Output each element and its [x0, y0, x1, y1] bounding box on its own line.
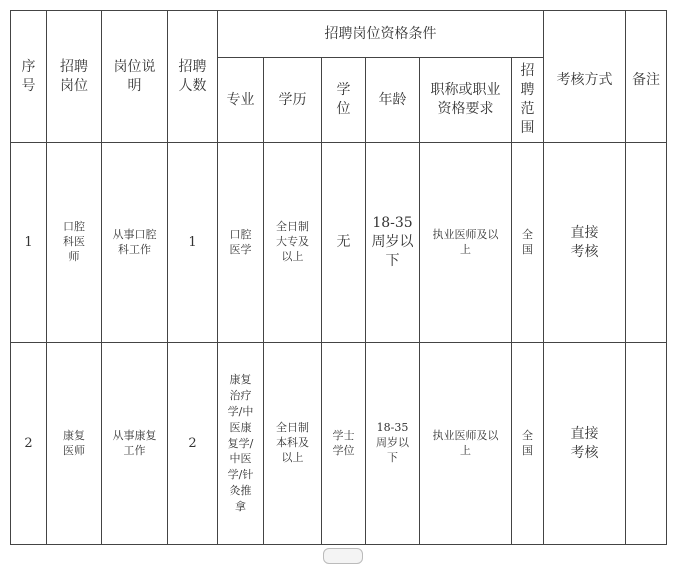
recruitment-table — [10, 10, 667, 545]
header-title-req: 职称或职业资格要求 — [420, 58, 512, 143]
cell-assessment: 直接考核 — [544, 143, 626, 343]
cell-major: 康复治疗学/中医康复学/中医学/针灸推拿 — [218, 343, 264, 545]
cell-title-req: 执业医师及以上 — [420, 343, 512, 545]
cell-major: 口腔医学 — [218, 143, 264, 343]
cell-education: 全日制本科及以上 — [264, 343, 322, 545]
header-age: 年龄 — [366, 58, 420, 143]
cell-desc: 从事康复工作 — [102, 343, 168, 545]
header-education: 学历 — [264, 58, 322, 143]
header-major: 专业 — [218, 58, 264, 143]
table-row — [11, 343, 667, 545]
cell-age: 18-35周岁以下 — [366, 143, 420, 343]
cell-scope: 全国 — [512, 143, 544, 343]
header-conditions: 招聘岗位资格条件 — [218, 11, 544, 58]
header-desc: 岗位说明 — [102, 11, 168, 143]
cell-position: 康复医师 — [47, 343, 102, 545]
cell-desc: 从事口腔科工作 — [102, 143, 168, 343]
cell-count: 1 — [168, 143, 218, 343]
cell-position: 口腔科医师 — [47, 143, 102, 343]
cell-count: 2 — [168, 343, 218, 545]
scroll-tab[interactable] — [323, 548, 363, 564]
cell-remarks — [626, 143, 667, 343]
header-position: 招聘岗位 — [47, 11, 102, 143]
cell-degree: 学士学位 — [322, 343, 366, 545]
table-row — [11, 143, 667, 343]
header-assessment: 考核方式 — [544, 11, 626, 143]
cell-remarks — [626, 343, 667, 545]
cell-assessment: 直接考核 — [544, 343, 626, 545]
cell-education: 全日制大专及以上 — [264, 143, 322, 343]
cell-seq: 1 — [11, 143, 47, 343]
header-remarks: 备注 — [626, 11, 667, 143]
cell-title-req: 执业医师及以上 — [420, 143, 512, 343]
header-count: 招聘人数 — [168, 11, 218, 143]
cell-degree: 无 — [322, 143, 366, 343]
cell-age: 18-35周岁以下 — [366, 343, 420, 545]
header-scope: 招聘范围 — [512, 58, 544, 143]
header-degree: 学位 — [322, 58, 366, 143]
cell-seq: 2 — [11, 343, 47, 545]
header-seq: 序号 — [11, 11, 47, 143]
cell-scope: 全国 — [512, 343, 544, 545]
